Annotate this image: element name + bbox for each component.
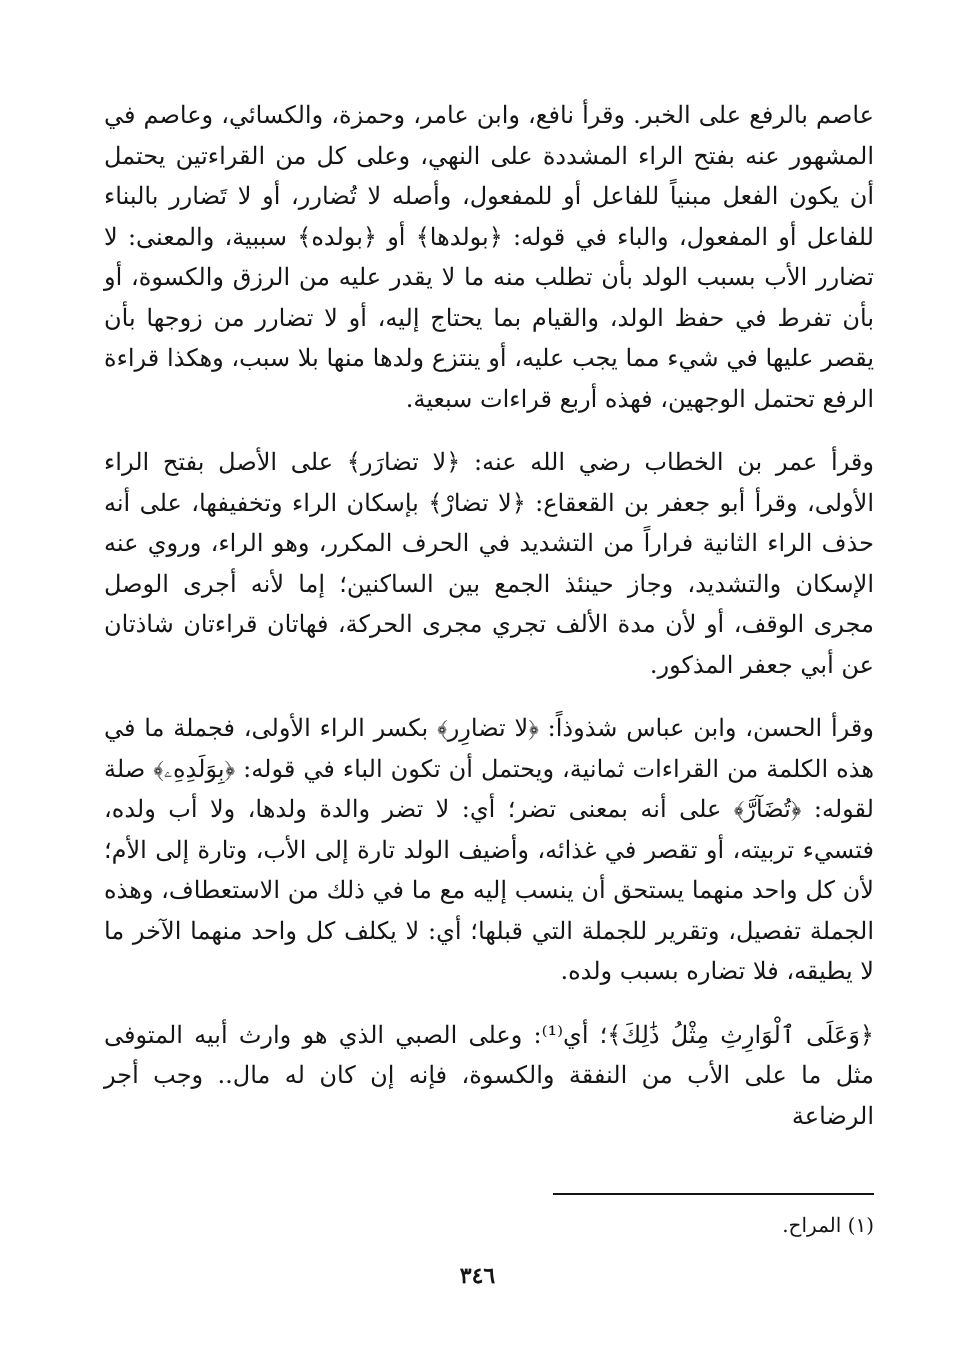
paragraph-4: ﴿وَعَلَى ٱلْوَارِثِ مِثْلُ ذَٰلِكَ﴾؛ أي⁽¹⁾: وعلى الصبي الذي هو وارث أبيه المتوفى مثل ما على الأب من النفقة والكسوة، فإنه إن كان له مال.. وجب أجر الرضاعة [104,1020,874,1130]
page-body [104,95,874,1159]
footnote-divider [553,1193,874,1195]
paragraph-2: وقرأ عمر بن الخطاب رضي الله عنه: ﴿لا تضارَر﴾ على الأصل بفتح الراء الأولى، وقرأ أبو جعفر بن القعقاع: ﴿لا تضارْ﴾ بإسكان الراء وتخفيفها، على أنه حذف الراء الثانية فراراً من التشديد في الحرف المكرر، وهو الراء، وروي عنه الإسكان والتشديد، وجاز حينئذ الجمع بين الساكنين؛ إما لأنه أجرى الوصل مجرى الوقف، أو لأن مدة الألف تجري مجرى الحركة، فهاتان قراءتان شاذتان عن أبي جعفر المذكور. [104,448,874,679]
page-number: ٣٤٦ [459,1263,496,1289]
footnote: (١) المراح. [782,1213,874,1237]
paragraph-1: عاصم بالرفع على الخبر. وقرأ نافع، وابن عامر، وحمزة، والكسائي، وعاصم في المشهور عنه بفتح الراء المشددة على النهي، وعلى كل من القراءتين يحتمل أن يكون الفعل مبنياً للفاعل أو للمفعول، وأصله لا تُضارر، أو لا تَضارر بالبناء للفاعل أو المفعول، والباء في قوله: ﴿بولدها﴾ أو ﴿بولده﴾ سببية، والمعنى: لا تضارر الأب بسبب الولد بأن تطلب منه ما لا يقدر عليه من الرزق والكسوة، أو بأن تفرط في حفظ الولد، والقيام بما يحتاج إليه، أو لا تضارر من زوجها بأن يقصر عليها في شيء مما يجب عليه، أو ينتزع ولدها منها بلا سبب، وهكذا قراءة الرفع تحتمل الوجهين، فهذه أربع قراءات سبعية. [104,101,874,413]
paragraph-3: وقرأ الحسن، وابن عباس شذوذاً: ﴿لا تضارِر﴾ بكسر الراء الأولى، فجملة ما في هذه الكلمة من القراءات ثمانية، ويحتمل أن تكون الباء في قوله: ﴿بِوَلَدِهِۦ﴾ صلة لقوله: ﴿تُضَآرَّ﴾ على أنه بمعنى تضر؛ أي: لا تضر والدة ولدها، ولا أب ولده، فتسيء تربيته، أو تقصر في غذائه، وأضيف الولد تارة إلى الأب، وتارة إلى الأم؛ لأن كل واحد منهما يستحق أن ينسب إليه مع ما في ذلك من الاستعطاف، وهذه الجملة تفصيل، وتقرير للجملة التي قبلها؛ أي: لا يكلف كل واحد منهما الآخر ما لا يطيقه، فلا تضاره بسبب ولده. [104,714,874,985]
